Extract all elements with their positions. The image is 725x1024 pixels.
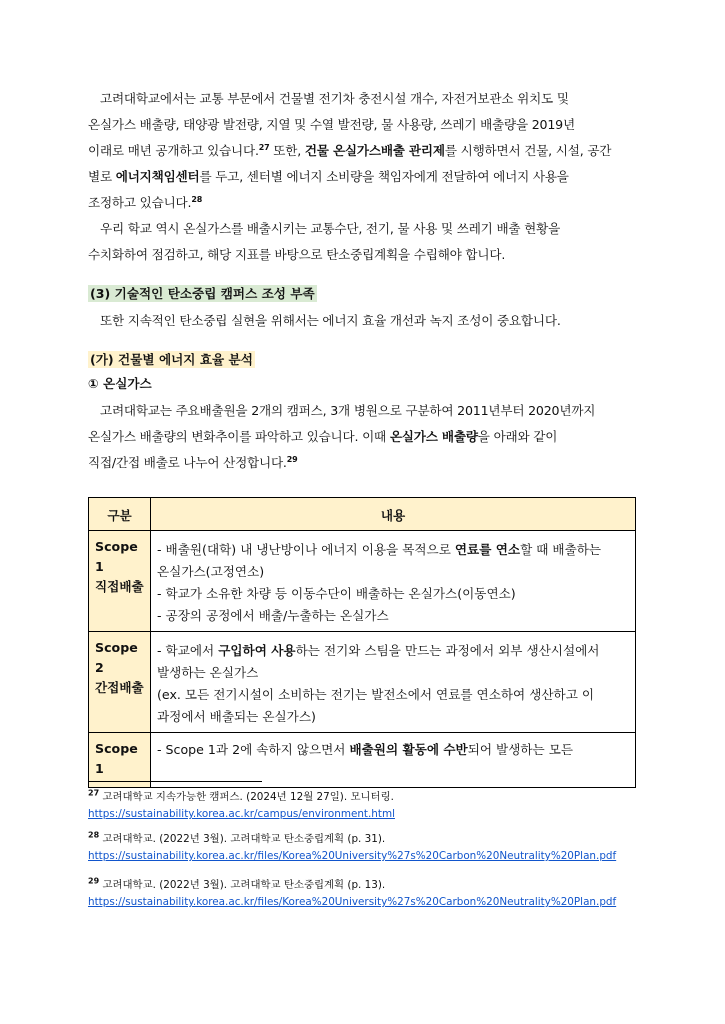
text-span: 직접/간접 배출로 나누어 산정합니다. bbox=[88, 455, 287, 470]
text-span: 별로 bbox=[88, 169, 116, 184]
text-span: - Scope 1과 2에 속하지 않으면서 bbox=[157, 742, 350, 757]
text-line: 발생하는 온실가스 bbox=[157, 665, 259, 680]
text-span: 이래로 매년 공개하고 있습니다. bbox=[88, 143, 259, 158]
footnote-number: 29 bbox=[88, 876, 100, 886]
text-span: 을 아래와 같이 bbox=[477, 429, 558, 444]
text-line: 수치화하여 점검하고, 해당 지표를 바탕으로 탄소중립계획을 수립해야 합니다. bbox=[88, 247, 506, 262]
text-line: 또한 지속적인 탄소중립 실현을 위해서는 에너지 효율 개선과 녹지 조성이 중요합니다. bbox=[100, 313, 561, 328]
item-heading: ① 온실가스 bbox=[88, 376, 152, 391]
text-span: 를 시행하면서 건물, 시설, 공간 bbox=[444, 143, 612, 158]
scope-table bbox=[88, 497, 636, 788]
footnote-ref-29[interactable]: 29 bbox=[286, 454, 298, 464]
section-title: (3) 기술적인 탄소중립 캠퍼스 조성 부족 bbox=[90, 286, 315, 301]
scope-name: Scope 1 bbox=[95, 539, 138, 574]
text-span: 를 두고, 센터별 에너지 소비량을 책임자에게 전달하여 에너지 사용을 bbox=[199, 169, 569, 184]
paragraph-emissions bbox=[88, 398, 638, 476]
text-span: - 배출원(대학) 내 냉난방이나 에너지 이용을 목적으로 bbox=[157, 542, 455, 557]
footnote-28 bbox=[88, 831, 648, 865]
header-category: 구분 bbox=[89, 498, 151, 531]
text-span: 또한, bbox=[269, 143, 305, 158]
paragraph-our-school bbox=[88, 216, 638, 268]
row-content bbox=[151, 733, 636, 788]
footnote-link[interactable]: https://sustainability.korea.ac.kr/files/Korea%20University%27s%20Carbon%20Neutrality%20Plan.pdf bbox=[88, 850, 617, 862]
footnote-ref-27[interactable]: 27 bbox=[258, 142, 270, 152]
header-content: 내용 bbox=[151, 498, 636, 531]
footnote-number: 27 bbox=[88, 788, 100, 798]
table-row bbox=[89, 632, 636, 733]
text-line: 온실가스 배출량, 태양광 발전량, 지열 및 수열 발전량, 물 사용량, 쓰레기 배출량을 2019년 bbox=[88, 117, 575, 132]
text-line: (ex. 모든 전기시설이 소비하는 전기는 발전소에서 연료를 연소하여 생산하고 이 bbox=[157, 687, 595, 702]
text-line: - 학교가 소유한 차량 등 이동수단이 배출하는 온실가스(이동연소) bbox=[157, 586, 516, 601]
text-line: 고려대학교에서는 교통 부문에서 건물별 전기차 충전시설 개수, 자전거보관소 위치도 및 bbox=[100, 91, 569, 106]
footnote-text: 고려대학교. (2022년 3월). 고려대학교 탄소중립계획 (p. 13). bbox=[99, 879, 386, 891]
scope-type: 직접배출 bbox=[95, 579, 144, 594]
bold-term: 연료를 연소 bbox=[454, 542, 521, 557]
footnote-number: 28 bbox=[88, 830, 100, 840]
subsection-title: (가) 건물별 에너지 효율 분석 bbox=[90, 352, 253, 367]
paragraph-efficiency bbox=[88, 308, 638, 334]
row-content bbox=[151, 632, 636, 733]
text-span: 되어 발생하는 모든 bbox=[467, 742, 574, 757]
text-line: - 공장의 공정에서 배출/누출하는 온실가스 bbox=[157, 608, 389, 623]
scope-type: 간접배출 bbox=[95, 680, 144, 695]
row-content bbox=[151, 531, 636, 632]
text-span: - 학교에서 bbox=[157, 643, 219, 658]
text-span: 조정하고 있습니다. bbox=[88, 195, 192, 210]
row-label bbox=[89, 531, 151, 632]
text-line: 고려대학교는 주요배출원을 2개의 캠퍼스, 3개 병원으로 구분하여 2011년부터 2020년까지 bbox=[100, 403, 596, 418]
subsection-heading bbox=[88, 349, 255, 368]
footnote-27 bbox=[88, 789, 648, 823]
text-line: 우리 학교 역시 온실가스를 배출시키는 교통수단, 전기, 물 사용 및 쓰레기 배출 현황을 bbox=[100, 221, 561, 236]
bold-term: 온실가스 배출량 bbox=[389, 429, 478, 444]
section-heading bbox=[88, 283, 317, 302]
table-row bbox=[89, 733, 636, 788]
scope-name: Scope 2 bbox=[95, 640, 138, 675]
row-label bbox=[89, 733, 151, 788]
text-span: 하는 전기와 스팀을 만드는 과정에서 외부 생산시설에서 bbox=[295, 643, 600, 658]
scope-name: Scope 1 bbox=[95, 741, 138, 776]
footnote-29 bbox=[88, 877, 648, 911]
row-label bbox=[89, 632, 151, 733]
table-header-row bbox=[89, 498, 636, 531]
footnote-text: 고려대학교. (2022년 3월). 고려대학교 탄소중립계획 (p. 31). bbox=[99, 833, 386, 845]
footnote-text: 고려대학교 지속가능한 캠퍼스. (2024년 12월 27일). 모니터링. bbox=[99, 791, 394, 803]
footnote-ref-28[interactable]: 28 bbox=[191, 194, 203, 204]
text-span: 할 때 배출하는 bbox=[520, 542, 602, 557]
bold-term: 건물 온실가스배출 관리제 bbox=[304, 143, 445, 158]
footnote-divider bbox=[88, 781, 262, 782]
bold-term: 배출원의 활동에 수반 bbox=[349, 742, 468, 757]
bold-term: 에너지책임센터 bbox=[115, 169, 200, 184]
footnote-link[interactable]: https://sustainability.korea.ac.kr/files/Korea%20University%27s%20Carbon%20Neutrality%20Plan.pdf bbox=[88, 896, 617, 908]
paragraph-data-disclosure bbox=[88, 86, 638, 216]
table-row bbox=[89, 531, 636, 632]
bold-term: 구입하여 사용 bbox=[218, 643, 296, 658]
footnote-link[interactable]: https://sustainability.korea.ac.kr/campus/environment.html bbox=[88, 808, 395, 820]
text-span: 온실가스 배출량의 변화추이를 파악하고 있습니다. 이때 bbox=[88, 429, 390, 444]
text-line: 과정에서 배출되는 온실가스) bbox=[157, 709, 316, 724]
text-line: 온실가스(고정연소) bbox=[157, 564, 265, 579]
